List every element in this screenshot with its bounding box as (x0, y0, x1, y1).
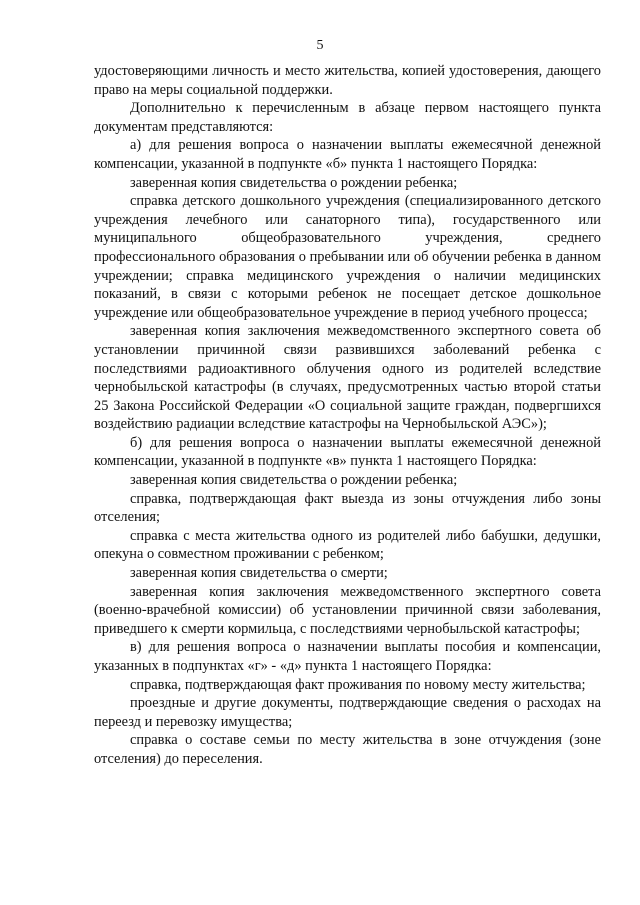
paragraph: Дополнительно к перечисленным в абзаце первом настоящего пункта документам представляются: (94, 100, 601, 135)
paragraph: проездные и другие документы, подтверждающие сведения о расходах на переезд и перевозку имущества; (94, 695, 601, 730)
paragraph: заверенная копия свидетельства о рождении ребенка; (130, 174, 458, 191)
page-number: 5 (316, 38, 324, 53)
paragraph: справка о составе семьи по месту жительства в зоне отчуждения (зоне отселения) до переселения. (94, 732, 601, 767)
paragraph: справка с места жительства одного из родителей либо бабушки, дедушки, опекуна о совместном проживании с ребенком; (94, 527, 601, 563)
paragraph-item-a: а) для решения вопроса о назначении выплаты ежемесячной денежной компенсации, указанной в подпункте «б» пункта 1 настоящего Порядка: (94, 137, 601, 172)
paragraph: справка детского дошкольного учреждения (специализированного детского учреждения лечебного или санаторного типа), государственного или муниципального общеобразовательного учреждения, среднего профессионального образования о пребывании или об обучении ребенка в данном учреждении; справка медицинского учреждения о наличии медицинских показаний, в связи с которыми ребенок не посещает детское дошкольное учреждение или общеобразовательное учреждение в период учебного процесса; (94, 193, 601, 321)
paragraph-continuation: удостоверяющими личность и место жительства, копией удостоверения, дающего право на меры социальной поддержки. (94, 63, 601, 98)
paragraph: заверенная копия заключения межведомственного экспертного совета (военно-врачебной комиссии) об установлении причинной связи заболевания, приведшего к смерти кормильца, с последствиями чернобыльской катастрофы; (94, 583, 601, 637)
paragraph: заверенная копия свидетельства о рождении ребенка; (130, 472, 458, 489)
paragraph-item-v: в) для решения вопроса о назначении выплаты пособия и компенсации, указанных в подпунктах «г» - «д» пункта 1 настоящего Порядка: (94, 639, 601, 674)
paragraph: заверенная копия заключения межведомственного экспертного совета об установлении причинной связи развившихся заболеваний ребенка с последствиями радиоактивного облучения одного из родителей вследствие чернобыльской катастрофы (в случаях, предусмотренных частью второй статьи 25 Закона Российской Федерации «О социальной защите граждан, подвергшихся воздействию радиации вследствие катастрофы на Чернобыльской АЭС»); (94, 323, 601, 433)
document-body (94, 62, 601, 769)
paragraph: заверенная копия свидетельства о смерти; (130, 565, 388, 582)
paragraph-item-b: б) для решения вопроса о назначении выплаты ежемесячной денежной компенсации, указанной в подпункте «в» пункта 1 настоящего Порядка: (94, 434, 601, 470)
paragraph: справка, подтверждающая факт выезда из зоны отчуждения либо зоны отселения; (94, 490, 601, 526)
paragraph: справка, подтверждающая факт проживания по новому месту жительства; (130, 676, 586, 693)
